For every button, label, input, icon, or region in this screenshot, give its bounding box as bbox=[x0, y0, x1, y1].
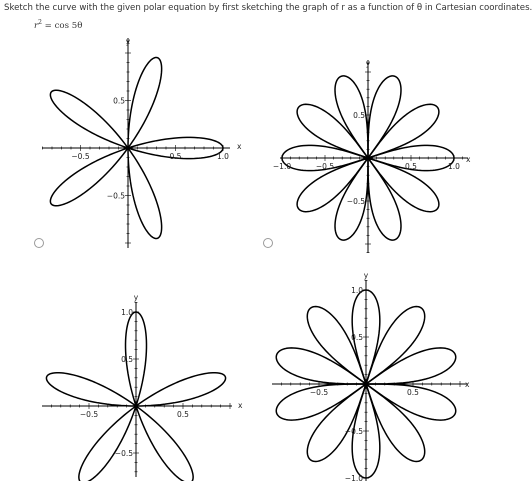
y-tick-label: 1.0 bbox=[121, 308, 133, 317]
y-axis-label: y bbox=[363, 271, 369, 280]
y-axis-label: y bbox=[125, 37, 131, 46]
y-tick-label: 0.5 bbox=[351, 333, 363, 342]
x-tick-label: 0.5 bbox=[407, 388, 419, 397]
y-tick-label: 0.5 bbox=[353, 111, 365, 120]
petal-1 bbox=[46, 373, 136, 406]
y-tick-label: 1.0 bbox=[351, 286, 363, 295]
option-a-graph bbox=[30, 38, 240, 250]
x-axis-label: x bbox=[466, 155, 471, 164]
option-c-graph bbox=[40, 292, 245, 477]
y-tick-label: −0.5 bbox=[346, 197, 365, 206]
x-tick-label: −0.5 bbox=[71, 152, 90, 161]
question-prompt: Sketch the curve with the given polar equation by first sketching the graph of r as a function of θ in Cartesian coordinates. bbox=[4, 3, 532, 13]
option-d-graph bbox=[268, 270, 474, 481]
x-tick-label: 1.0 bbox=[448, 162, 460, 171]
y-tick-label: −1.0 bbox=[344, 474, 363, 481]
x-axis-label: x bbox=[237, 142, 242, 151]
x-tick-label: 1.0 bbox=[217, 152, 229, 161]
petal-1 bbox=[128, 57, 162, 148]
x-tick-label: 0.5 bbox=[177, 410, 189, 419]
petal-4 bbox=[128, 148, 162, 239]
x-tick-label: −1.0 bbox=[272, 162, 292, 171]
y-axis-label: y bbox=[365, 59, 371, 68]
petal-0 bbox=[366, 348, 456, 384]
y-tick-label: −0.5 bbox=[114, 449, 133, 458]
x-axis-label: x bbox=[465, 380, 470, 389]
y-tick-label: 0.5 bbox=[121, 355, 133, 364]
petal-1 bbox=[368, 104, 439, 158]
x-tick-label: 0.5 bbox=[169, 152, 182, 161]
petal-8 bbox=[368, 158, 401, 240]
x-tick-label: −0.5 bbox=[315, 162, 335, 171]
option-c-svg bbox=[40, 292, 245, 477]
y-tick-label: 0.5 bbox=[113, 96, 125, 106]
option-b-svg bbox=[268, 60, 474, 255]
polar-equation bbox=[34, 17, 82, 32]
option-a-svg bbox=[30, 38, 240, 250]
option-d-svg bbox=[268, 270, 474, 481]
option-a-radio[interactable] bbox=[34, 238, 44, 248]
petal-4 bbox=[136, 373, 226, 406]
petal-2 bbox=[368, 76, 401, 158]
y-tick-label: −0.5 bbox=[344, 427, 363, 436]
petal-4 bbox=[276, 348, 366, 384]
option-b-radio[interactable] bbox=[263, 238, 273, 248]
equation-rhs: = cos 5θ bbox=[41, 20, 83, 31]
option-b-graph bbox=[268, 60, 474, 255]
x-tick-label: 0.5 bbox=[405, 162, 417, 171]
petal-1 bbox=[366, 307, 425, 384]
x-tick-label: −0.5 bbox=[309, 388, 329, 397]
y-axis-label: y bbox=[133, 293, 139, 302]
equation-lhs: r bbox=[34, 20, 39, 31]
petal-9 bbox=[368, 158, 439, 212]
equation-exponent: 2 bbox=[38, 19, 42, 26]
y-tick-label: −0.5 bbox=[106, 191, 125, 201]
x-tick-label: −0.5 bbox=[79, 410, 99, 419]
x-axis-label: x bbox=[238, 401, 243, 410]
petal-3 bbox=[307, 307, 366, 384]
